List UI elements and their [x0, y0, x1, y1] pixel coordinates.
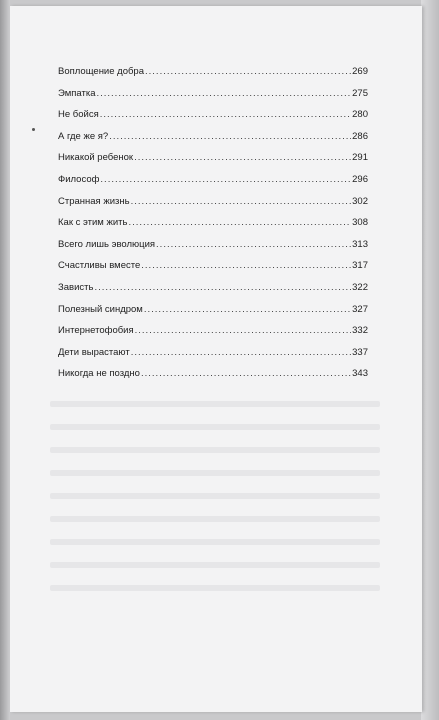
toc-page-number: 337 — [352, 346, 368, 358]
toc-page-number: 332 — [352, 325, 368, 337]
toc-title: Эмпатка — [58, 87, 96, 99]
show-through-line — [50, 493, 380, 499]
toc-title: Интернетофобия — [58, 325, 134, 337]
toc-leader — [100, 109, 351, 120]
toc-entry — [58, 131, 368, 153]
toc-entry — [58, 260, 368, 282]
toc-page-number: 296 — [352, 173, 368, 185]
toc-title: Всего лишь эволюция — [58, 238, 156, 250]
toc-entry — [58, 88, 368, 110]
toc-leader — [131, 196, 352, 207]
toc-entry — [58, 196, 368, 218]
toc-title: Не бойся — [58, 109, 99, 121]
toc-title: А где же я? — [58, 130, 109, 142]
toc-title: Никогда не поздно — [58, 368, 140, 380]
toc-page-number: 269 — [352, 66, 368, 77]
show-through-line — [50, 401, 380, 407]
book-spine — [0, 0, 10, 720]
toc-leader — [134, 152, 351, 163]
toc-entry — [58, 368, 368, 390]
toc-title: Воплощение добра — [58, 66, 145, 77]
show-through-line — [50, 470, 380, 476]
toc-title: Философ — [58, 173, 100, 185]
toc-page-number: 317 — [352, 260, 368, 272]
toc-leader — [141, 260, 351, 271]
toc-title: Полезный синдром — [58, 303, 143, 315]
toc-page-number: 327 — [352, 303, 368, 315]
toc-page-number: 302 — [352, 195, 368, 207]
toc-leader — [141, 368, 351, 379]
toc-page-number: 286 — [352, 130, 368, 142]
toc-entry — [58, 66, 368, 88]
toc-page-number: 291 — [352, 152, 368, 164]
toc-leader — [100, 174, 351, 185]
toc-entry — [58, 217, 368, 239]
toc-title: Никакой ребенок — [58, 152, 134, 164]
toc-leader — [156, 239, 351, 250]
toc-title: Счастливы вместе — [58, 260, 141, 272]
toc-page-number: 313 — [352, 238, 368, 250]
book-page — [10, 6, 422, 712]
toc-entry — [58, 109, 368, 131]
toc-title: Странная жизнь — [58, 195, 130, 207]
toc-page-number: 322 — [352, 281, 368, 293]
toc-entry — [58, 239, 368, 261]
toc-page-number: 280 — [352, 109, 368, 121]
toc-title: Дети вырастают — [58, 346, 130, 358]
toc-entry — [58, 347, 368, 369]
toc-page-number: 275 — [352, 87, 368, 99]
show-through-line — [50, 447, 380, 453]
toc-leader — [144, 304, 351, 315]
toc-entry — [58, 304, 368, 326]
show-through-line — [50, 424, 380, 430]
toc-entry — [58, 282, 368, 304]
toc-leader — [135, 325, 352, 336]
toc-leader — [128, 217, 351, 228]
toc-leader — [131, 347, 351, 358]
toc-page-number: 308 — [352, 217, 368, 229]
toc-entry — [58, 325, 368, 347]
toc-leader — [109, 131, 351, 142]
page-mark — [32, 128, 35, 131]
page-edge — [421, 0, 439, 720]
show-through-line — [50, 516, 380, 522]
show-through-line — [50, 562, 380, 568]
toc-leader — [145, 66, 351, 77]
toc-leader — [96, 88, 351, 99]
show-through-line — [50, 539, 380, 545]
toc-leader — [94, 282, 351, 293]
toc-title: Как с этим жить — [58, 217, 128, 229]
toc-title: Зависть — [58, 281, 94, 293]
show-through-line — [50, 585, 380, 591]
toc-entry — [58, 152, 368, 174]
toc-entry — [58, 174, 368, 196]
table-of-contents — [58, 66, 368, 390]
toc-page-number: 343 — [352, 368, 368, 380]
